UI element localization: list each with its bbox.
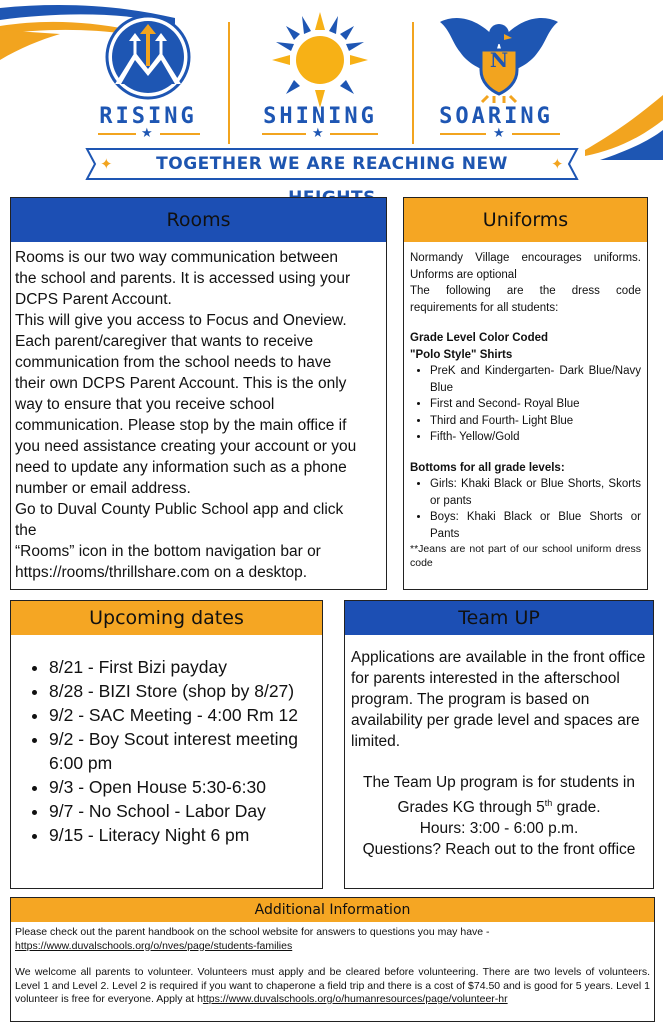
list-item: • Fifth- Yellow/Gold: [430, 429, 641, 446]
shirts-heading: Grade Level Color Coded: [410, 332, 549, 344]
list-item: • Boys: Khaki Black or Blue Shorts or Pants: [430, 509, 641, 542]
list-item: • PreK and Kindergarten- Dark Blue/Navy Blue: [430, 363, 641, 396]
bottoms-list: [410, 476, 641, 542]
team-up-questions: Questions? Reach out to the front office: [362, 841, 636, 859]
volunteer-link[interactable]: ttps://www.duvalschools.org/o/humanresources/page/volunteer-hr: [202, 993, 508, 1005]
team-up-body: [345, 635, 653, 860]
date-item: • 9/2 - SAC Meeting - 4:00 Rm 12: [49, 703, 322, 727]
jeans-note: **Jeans are not part of our school uniform dress code: [410, 543, 641, 569]
uniforms-section: [403, 197, 648, 590]
uniforms-title: Uniforms: [404, 198, 647, 242]
rooms-line: DCPS Parent Account.: [15, 291, 172, 308]
grades-superscript: th: [544, 798, 553, 808]
additional-information-title: Additional Information: [11, 898, 654, 922]
uniforms-intro: Normandy Village encourages uniforms. Unforms are optional: [410, 252, 641, 281]
gold-divider-line: [440, 133, 486, 135]
team-up-grades-line: [351, 793, 647, 818]
header-banner: [0, 0, 663, 195]
rising-arrows-icon: [105, 14, 191, 100]
rooms-line: This will give you access to Focus and Oneview.: [15, 312, 347, 329]
grades-text: Grades KG through 5: [397, 799, 545, 817]
bottoms-heading: Bottoms for all grade levels:: [410, 461, 565, 474]
rooms-line: communication. Please stop by the main office if: [15, 417, 347, 434]
upcoming-dates-list: [11, 635, 322, 847]
shirts-heading: "Polo Style" Shirts: [410, 348, 513, 361]
gold-divider-line: [330, 133, 378, 135]
date-item: • 9/7 - No School - Labor Day: [49, 799, 322, 823]
tagline-text: TOGETHER WE ARE REACHING NEW: [156, 154, 508, 174]
grades-text-end: grade.: [552, 799, 601, 817]
date-item: • 8/28 - BIZI Store (shop by 8/27): [49, 679, 322, 703]
team-up-title: Team UP: [345, 601, 653, 635]
volunteer-text: [15, 966, 650, 1007]
crest-letter: N: [489, 48, 509, 72]
rooms-line: way to ensure that you receive school: [15, 396, 275, 413]
rooms-line: need to update any information such as a phone: [15, 459, 347, 476]
handbook-link[interactable]: https://www.duvalschools.org/o/nves/page/students-families: [15, 939, 293, 952]
date-item: • 8/21 - First Bizi payday: [49, 655, 322, 679]
volunteer-paragraph: We welcome all parents to volunteer. Volunteers must apply and be cleared before volunteering. There are two levels of volunteers. Level 1 and Level 2. Level 2 is required if you want to chaperone a field trip and there is a cost of $74.50 and is good for 5 years. Level 1 volunteer is free for everyone. Apply at h: [15, 966, 650, 1005]
upcoming-dates-title: Upcoming dates: [11, 601, 322, 635]
rooms-line: their own DCPS Parent Account. This is the only: [15, 375, 347, 392]
vertical-divider: [228, 22, 230, 144]
list-item: • Girls: Khaki Black or Blue Shorts, Skorts or pants: [430, 476, 641, 509]
rooms-line: communication from the school needs to have: [15, 354, 332, 371]
star-icon: ★: [312, 125, 324, 140]
rooms-line: you need assistance creating your account or you: [15, 438, 357, 455]
date-item: • 9/15 - Literacy Night 6 pm: [49, 823, 322, 847]
uniforms-intro-2: The following are the dress code requirements for all students:: [410, 285, 641, 314]
additional-information-section: [10, 897, 655, 1022]
additional-information-body: [11, 922, 654, 1007]
gold-divider-line: [160, 133, 200, 135]
gold-divider-line: [98, 133, 136, 135]
vertical-divider: [412, 22, 414, 144]
date-item: • 9/2 - Boy Scout interest meeting 6:00 pm: [49, 727, 322, 775]
list-item: • Third and Fourth- Light Blue: [430, 413, 641, 430]
star-icon: ★: [493, 125, 505, 140]
team-up-paragraph: Applications are available in the front office for parents interested in the afterschool program. The program is based on availability per grade level and spaces are limited.: [351, 649, 646, 750]
team-up-hours: Hours: 3:00 - 6:00 p.m.: [419, 820, 579, 838]
sparkle-star-icon: ✦: [100, 156, 113, 173]
date-item: • 9/3 - Open House 5:30-6:30: [49, 775, 322, 799]
star-icon: ★: [141, 125, 153, 140]
rooms-line: the: [15, 522, 37, 539]
shining-sun-icon: [260, 10, 380, 110]
list-item: • First and Second- Royal Blue: [430, 396, 641, 413]
rooms-line: Rooms is our two way communication between: [15, 249, 339, 266]
shirts-list: [410, 363, 641, 446]
upcoming-dates-section: [10, 600, 323, 889]
team-up-line: The Team Up program is for students in: [363, 774, 635, 791]
gold-divider-line: [512, 133, 560, 135]
rooms-line: https://rooms/thrillshare.com on a desktop.: [15, 564, 308, 581]
uniforms-body: [404, 242, 647, 570]
rooms-line: “Rooms” icon in the bottom navigation bar or: [15, 543, 321, 560]
handbook-text: Please check out the parent handbook on the school website for answers to questions you may have -: [15, 926, 490, 938]
rooms-title: Rooms: [11, 198, 386, 242]
rooms-line: the school and parents. It is accessed using your: [15, 270, 351, 287]
rooms-line: number or email address.: [15, 480, 191, 497]
shining-word: SHINING: [263, 104, 377, 129]
soaring-word: SOARING: [439, 104, 553, 129]
sparkle-star-icon: ✦: [551, 156, 564, 173]
rooms-line: Each parent/caregiver that wants to receive: [15, 333, 314, 350]
rooms-line: Go to Duval County Public School app and click: [15, 501, 344, 518]
rooms-body: [11, 242, 386, 583]
team-up-section: [344, 600, 654, 889]
rising-word: RISING: [99, 104, 197, 129]
rooms-section: [10, 197, 387, 590]
gold-divider-line: [262, 133, 306, 135]
